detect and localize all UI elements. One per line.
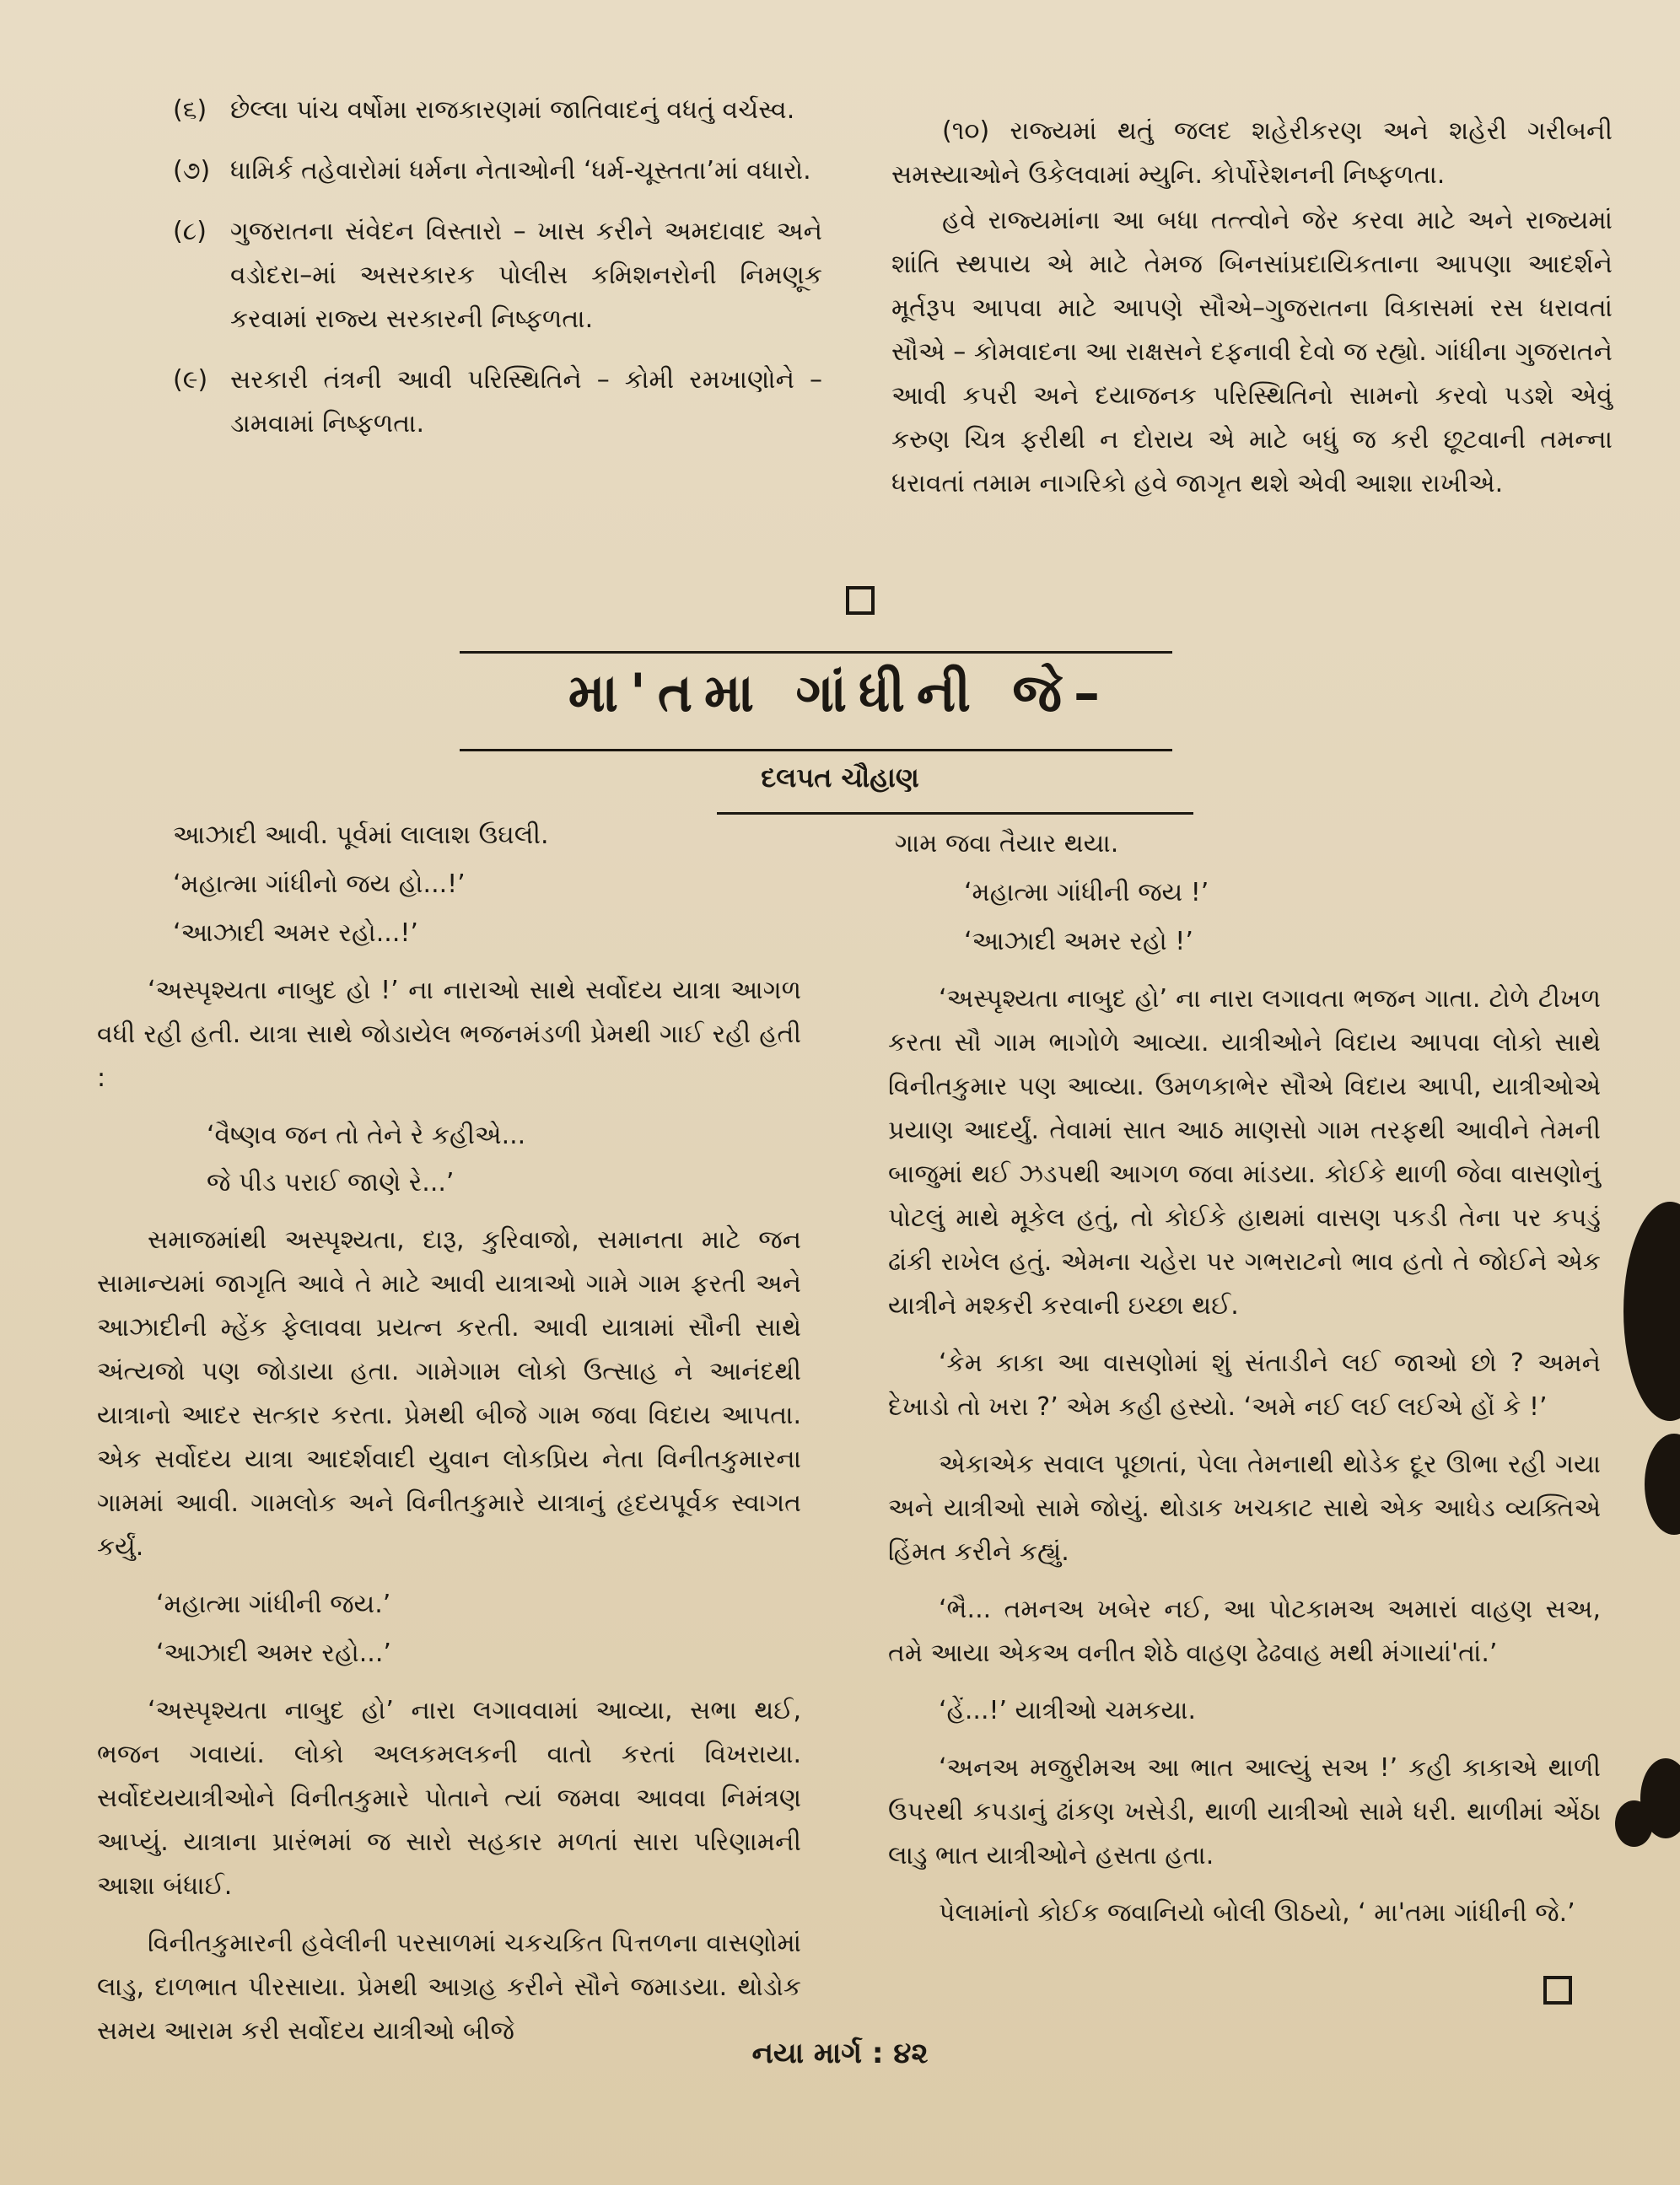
- paragraph: હવે રાજ્યમાંના આ બધા તત્ત્વોને જેર કરવા માટે અને રાજ્યમાં શાંતિ સ્થપાય એ માટે તેમજ બિનસાંપ્રદાયિકતાના આપણા આદર્શને મૂર્તરૂપ આપવા માટે આપણે સૌએ–ગુજરાતના વિકાસમાં રસ ધરાવતાં સૌએ – કોમવાદના આ રાક્ષસને દફનાવી દેવો જ રહ્યો. ગાંધીના ગુજરાતને આવી કપરી અને દયાજનક પરિસ્થિતિનો સામનો કરવો પડશે એવું કરુણ ચિત્ર ફરીથી ન દોરાય એ માટે બધું જ કરી છૂટવાની તમન્ના ધરાવતાં તમામ નાગરિકો હવે જાગૃત થશે એવી આશા રાખીએ.: [891, 206, 1613, 498]
- article-right-column: [888, 822, 1601, 1949]
- paragraph: વિનીતકુમારની હવેલીની પરસાળમાં ચકચકિત પિત્તળના વાસણોમાં લાડુ, દાળભાત પીરસાયા. પ્રેમથી આગ્રહ કરીને સૌને જમાડયા. થોડોક સમય આરામ કરી સર્વોદય યાત્રીઓ બીજે: [97, 1929, 801, 2046]
- slogan: ‘મહાત્મા ગાંધીની જય !’: [964, 878, 1209, 907]
- paragraph: ‘અનઅ મજુરીમઅ આ ભાત આલ્યું સઅ !’ કહી કાકાએ થાળી ઉપરથી કપડાનું ઢાંકણ ખસેડી, થાળી યાત્રીઓ સામે ધરી. થાળીમાં એંઠા લાડુ ભાત યાત્રીઓને હસતા હતા.: [888, 1753, 1601, 1870]
- slogan: ‘આઝાદી અમર રહો...’: [156, 1639, 391, 1668]
- article-title: મા'તમા ગાંધીની જે–: [568, 662, 1112, 724]
- article-end-square: [1543, 1976, 1572, 2005]
- list-item: (૯) સરકારી તંત્રની આવી પરિસ્થિતિને – કોમી રમખાણોને – ડામવામાં નિષ્ફળતા.: [173, 365, 822, 439]
- paper-tear-mark: [1615, 1800, 1653, 1847]
- paragraph: ‘ભૈ... તમનઅ ખબેર નઈ, આ પોટકામઅ અમારાં વાહણ સઅ, તમે આયા એકઅ વનીત શેઠે વાહણ ઢેઢવાહ મથી મંગાયાં'તાં.’: [888, 1595, 1601, 1668]
- slogan: ‘આઝાદી અમર રહો !’: [964, 927, 1193, 956]
- paragraph: એકાએક સવાલ પૂછાતાં, પેલા તેમનાથી થોડેક દૂર ઊભા રહી ગયા અને યાત્રીઓ સામે જોયું. થોડાક ખચકાટ સાથે એક આધેડ વ્યક્તિએ હિંમત કરીને કહ્યું.: [888, 1450, 1601, 1567]
- verse-line: ‘વૈષ્ણવ જન તો તેને રે કહીએ...: [207, 1121, 526, 1150]
- verse-line: જે પીડ પરાઈ જાણે રે...’: [207, 1168, 455, 1197]
- slogan: ‘મહાત્મા ગાંધીનો જય હો...!’: [173, 869, 466, 899]
- paragraph: સમાજમાંથી અસ્પૃશ્યતા, દારૂ, કુરિવાજો, સમાનતા માટે જન સામાન્યમાં જાગૃતિ આવે તે માટે આવી યાત્રાઓ ગામે ગામ ફરતી અને આઝાદીની મ્હેંક ફેલાવવા પ્રયત્ન કરતી. આવી યાત્રામાં સૌની સાથે અંત્યજો પણ જોડાયા હતા. ગામેગામ લોકો ઉત્સાહ ને આનંદથી યાત્રાનો આદર સત્કાર કરતા. પ્રેમથી બીજે ગામ જવા વિદાય આપતા. એક સર્વોદય યાત્રા આદર્શવાદી યુવાન લોકપ્રિય નેતા વિનીતકુમારના ગામમાં આવી. ગામલોક અને વિનીતકુમારે યાત્રાનું હૃદયપૂર્વક સ્વાગત કર્યું.: [97, 1225, 801, 1562]
- paragraph: ‘હેં...!’ યાત્રીઓ ચમકયા.: [939, 1696, 1197, 1725]
- paper-tear-mark: [1623, 1202, 1680, 1421]
- top-left-column: [173, 89, 822, 463]
- paper-tear-mark: [1645, 1434, 1680, 1535]
- article-author: દલપત ચૌહાણ: [761, 762, 919, 794]
- title-rule-middle: [460, 749, 1172, 751]
- paragraph: પેલામાંનો કોઈક જવાનિયો બોલી ઊઠયો, ‘ મા'તમા ગાંધીની જે.’: [939, 1898, 1575, 1928]
- paragraph: ‘અસ્પૃશ્યતા નાબુદ હો’ ના નારા લગાવતા ભજન ગાતા. ટોળે ટીખળ કરતા સૌ ગામ ભાગોળે આવ્યા. યાત્રીઓને વિદાય આપવા લોકો સાથે વિનીતકુમાર પણ આવ્યા. ઉમળકાભેર સૌએ વિદાય આપી, યાત્રીઓએ પ્રયાણ આદર્યું. તેવામાં સાત આઠ માણસો ગામ તરફથી આવીને તેમની બાજુમાં થઈ ઝડપથી આગળ જવા માંડયા. કોઈકે થાળી જેવા વાસણોનું પોટલું માથે મૂકેલ હતું, તો કોઈકે હાથમાં વાસણ પકડી તેના પર કપડું ઢાંકી રાખેલ હતું. એમના ચહેરા પર ગભરાટનો ભાવ હતો તે જોઈને એક યાત્રીને મશ્કરી કરવાની ઇચ્છા થઈ.: [888, 984, 1602, 1321]
- slogan: ‘આઝાદી અમર રહો...!’: [173, 918, 418, 948]
- paragraph: ‘અસ્પૃશ્યતા નાબુદ હો !’ ના નારાઓ સાથે સર્વોદય યાત્રા આગળ વધી રહી હતી. યાત્રા સાથે જોડાયેલ ભજનમંડળી પ્રેમથી ગાઈ રહી હતી :: [97, 976, 801, 1093]
- list-item: (૬) છેલ્લા પાંચ વર્ષોમા રાજકારણમાં જાતિવાદનું વધતું વર્ચસ્વ.: [173, 95, 795, 125]
- article-left-column: [97, 814, 801, 2067]
- paragraph: ‘અસ્પૃશ્યતા નાબુદ હો’ નારા લગાવવામાં આવ્યા, સભા થઈ, ભજન ગવાયાં. લોકો અલકમલકની વાતો કરતાં વિખરાયા. સર્વોદયયાત્રીઓને વિનીતકુમારે પોતાને ત્યાં જમવા આવવા નિમંત્રણ આપ્યું. યાત્રાના પ્રારંભમાં જ સારો સહકાર મળતાં સારા પરિણામની આશા બંધાઈ.: [97, 1696, 801, 1901]
- paragraph: ‘કેમ કાકા આ વાસણોમાં શું સંતાડીને લઈ જાઓ છો ? અમને દેખાડો તો ખરા ?’ એમ કહી હસ્યો. ‘અમે નઈ લઈ લઈએ હોં કે !’: [888, 1348, 1601, 1422]
- title-rule-top: [460, 651, 1172, 654]
- paragraph: ગામ જવા તૈયાર થયા.: [895, 829, 1119, 858]
- opening-line: આઝાદી આવી. પૂર્વમાં લાલાશ ઉઘલી.: [173, 821, 549, 850]
- top-right-column: [891, 110, 1613, 519]
- section-end-square: [846, 586, 875, 615]
- list-item: (૭) ધામિર્ક તહેવારોમાં ધર્મના નેતાઓની ‘ધર્મ-ચૂસ્તતા’માં વધારો.: [173, 156, 811, 186]
- slogan: ‘મહાત્મા ગાંધીની જય.’: [156, 1590, 391, 1619]
- page-footer: નયા માર્ગ : ૪૨: [751, 2037, 929, 2070]
- list-item: (૮) ગુજરાતના સંવેદન વિસ્તારો – ખાસ કરીને અમદાવાદ અને વડોદરા–માં અસરકારક પોલીસ કમિશનરોની નિમણૂક કરવામાં રાજ્ય સરકારની નિષ્ફળતા.: [173, 217, 822, 334]
- paragraph: (૧૦) રાજ્યમાં થતું જલદ શહેરીકરણ અને શહેરી ગરીબની સમસ્યાઓને ઉકેલવામાં મ્યુનિ. કોર્પોરેશનની નિષ્ફળતા.: [891, 116, 1613, 190]
